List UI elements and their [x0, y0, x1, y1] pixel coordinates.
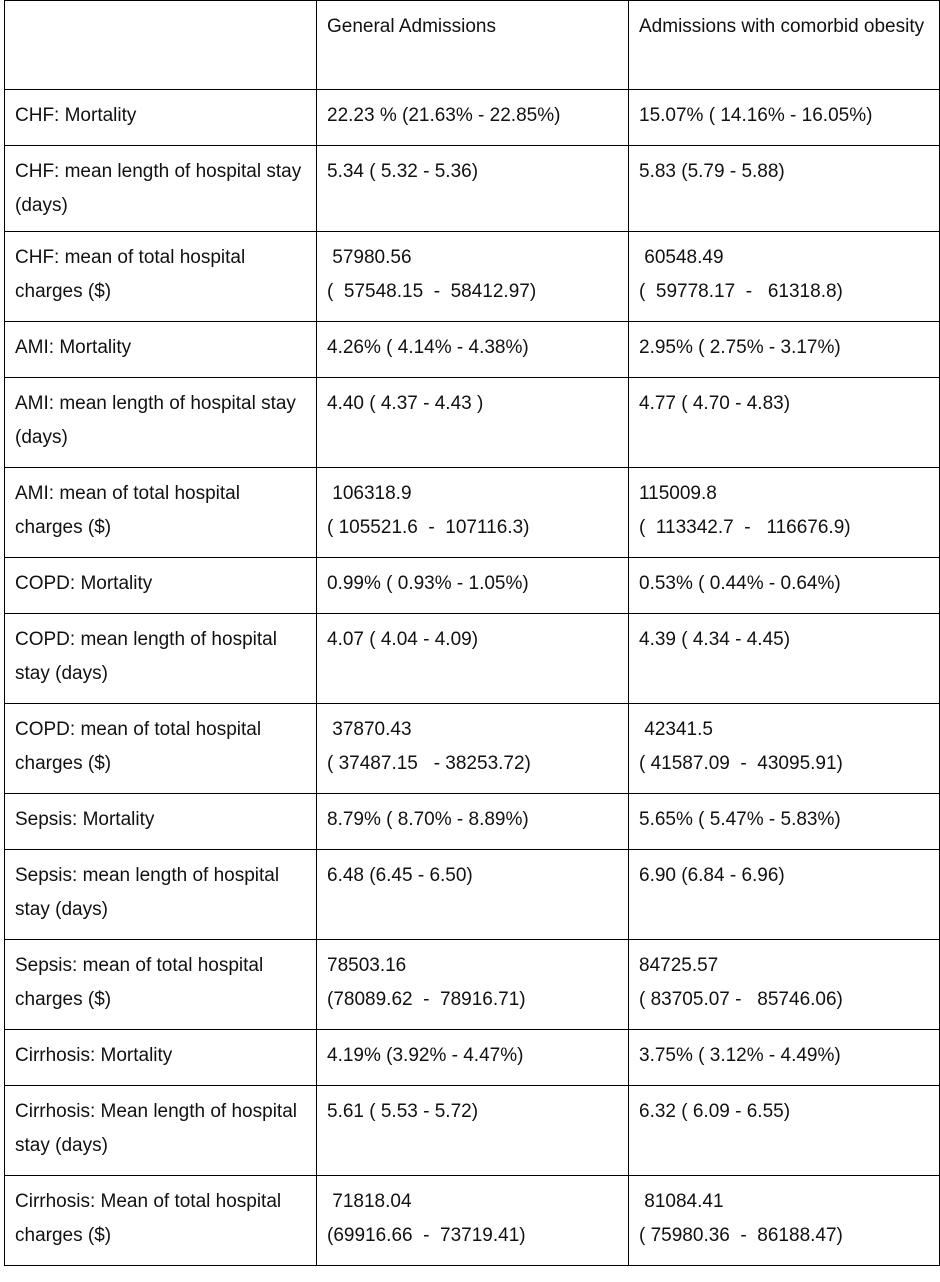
header-comorbid-obesity: Admissions with comorbid obesity [629, 1, 940, 90]
row-label-cell: AMI: mean length of hospital stay (days) [5, 378, 317, 468]
row-label-cell: Cirrhosis: Mortality [5, 1030, 317, 1086]
row-label-cell: Cirrhosis: Mean of total hospital charges ($) [5, 1176, 317, 1266]
general-admissions-cell: 4.26% ( 4.14% - 4.38%) [317, 322, 629, 378]
comorbid-obesity-cell: 5.83 (5.79 - 5.88) [629, 146, 940, 232]
general-admissions-cell: 6.48 (6.45 - 6.50) [317, 850, 629, 940]
table-row [5, 940, 940, 1030]
table-row [5, 468, 940, 558]
comorbid-obesity-cell: 15.07% ( 14.16% - 16.05%) [629, 90, 940, 146]
general-admissions-cell: 57980.56 ( 57548.15 - 58412.97) [317, 232, 629, 322]
comorbid-obesity-cell: 115009.8 ( 113342.7 - 116676.9) [629, 468, 940, 558]
general-admissions-cell: 4.19% (3.92% - 4.47%) [317, 1030, 629, 1086]
comorbid-obesity-cell: 4.39 ( 4.34 - 4.45) [629, 614, 940, 704]
general-admissions-cell: 5.61 ( 5.53 - 5.72) [317, 1086, 629, 1176]
general-admissions-cell: 0.99% ( 0.93% - 1.05%) [317, 558, 629, 614]
row-label-cell: CHF: Mortality [5, 90, 317, 146]
row-label-cell: COPD: mean length of hospital stay (days) [5, 614, 317, 704]
comorbid-obesity-cell: 3.75% ( 3.12% - 4.49%) [629, 1030, 940, 1086]
general-admissions-cell: 22.23 % (21.63% - 22.85%) [317, 90, 629, 146]
row-label-cell: COPD: mean of total hospital charges ($) [5, 704, 317, 794]
table-row [5, 1086, 940, 1176]
row-label-cell: CHF: mean of total hospital charges ($) [5, 232, 317, 322]
table-row [5, 1176, 940, 1266]
header-general-admissions: General Admissions [317, 1, 629, 90]
general-admissions-cell: 78503.16 (78089.62 - 78916.71) [317, 940, 629, 1030]
general-admissions-cell: 4.40 ( 4.37 - 4.43 ) [317, 378, 629, 468]
row-label-cell: COPD: Mortality [5, 558, 317, 614]
comorbid-obesity-cell: 2.95% ( 2.75% - 3.17%) [629, 322, 940, 378]
comorbid-obesity-cell: 5.65% ( 5.47% - 5.83%) [629, 794, 940, 850]
row-label-cell: Sepsis: Mortality [5, 794, 317, 850]
table-row [5, 558, 940, 614]
table-row [5, 322, 940, 378]
table-row [5, 146, 940, 232]
table-row [5, 704, 940, 794]
comorbid-obesity-cell: 0.53% ( 0.44% - 0.64%) [629, 558, 940, 614]
comorbid-obesity-cell: 81084.41 ( 75980.36 - 86188.47) [629, 1176, 940, 1266]
table-row [5, 232, 940, 322]
comorbid-obesity-cell: 84725.57 ( 83705.07 - 85746.06) [629, 940, 940, 1030]
header-row [5, 1, 940, 90]
general-admissions-cell: 4.07 ( 4.04 - 4.09) [317, 614, 629, 704]
row-label-cell: CHF: mean length of hospital stay (days) [5, 146, 317, 232]
general-admissions-cell: 5.34 ( 5.32 - 5.36) [317, 146, 629, 232]
row-label-cell: Sepsis: mean length of hospital stay (days) [5, 850, 317, 940]
table-row [5, 1030, 940, 1086]
comorbid-obesity-cell: 4.77 ( 4.70 - 4.83) [629, 378, 940, 468]
header-cell-empty [5, 1, 317, 90]
general-admissions-cell: 37870.43 ( 37487.15 - 38253.72) [317, 704, 629, 794]
comorbid-obesity-cell: 6.90 (6.84 - 6.96) [629, 850, 940, 940]
table-row [5, 90, 940, 146]
table-row [5, 378, 940, 468]
table-row [5, 614, 940, 704]
row-label-cell: AMI: mean of total hospital charges ($) [5, 468, 317, 558]
general-admissions-cell: 106318.9 ( 105521.6 - 107116.3) [317, 468, 629, 558]
table-row [5, 794, 940, 850]
comorbid-obesity-cell: 60548.49 ( 59778.17 - 61318.8) [629, 232, 940, 322]
row-label-cell: AMI: Mortality [5, 322, 317, 378]
comorbid-obesity-cell: 6.32 ( 6.09 - 6.55) [629, 1086, 940, 1176]
general-admissions-cell: 71818.04 (69916.66 - 73719.41) [317, 1176, 629, 1266]
row-label-cell: Sepsis: mean of total hospital charges ($) [5, 940, 317, 1030]
outcomes-table [4, 0, 940, 1266]
general-admissions-cell: 8.79% ( 8.70% - 8.89%) [317, 794, 629, 850]
comorbid-obesity-cell: 42341.5 ( 41587.09 - 43095.91) [629, 704, 940, 794]
table-row [5, 850, 940, 940]
row-label-cell: Cirrhosis: Mean length of hospital stay (days) [5, 1086, 317, 1176]
